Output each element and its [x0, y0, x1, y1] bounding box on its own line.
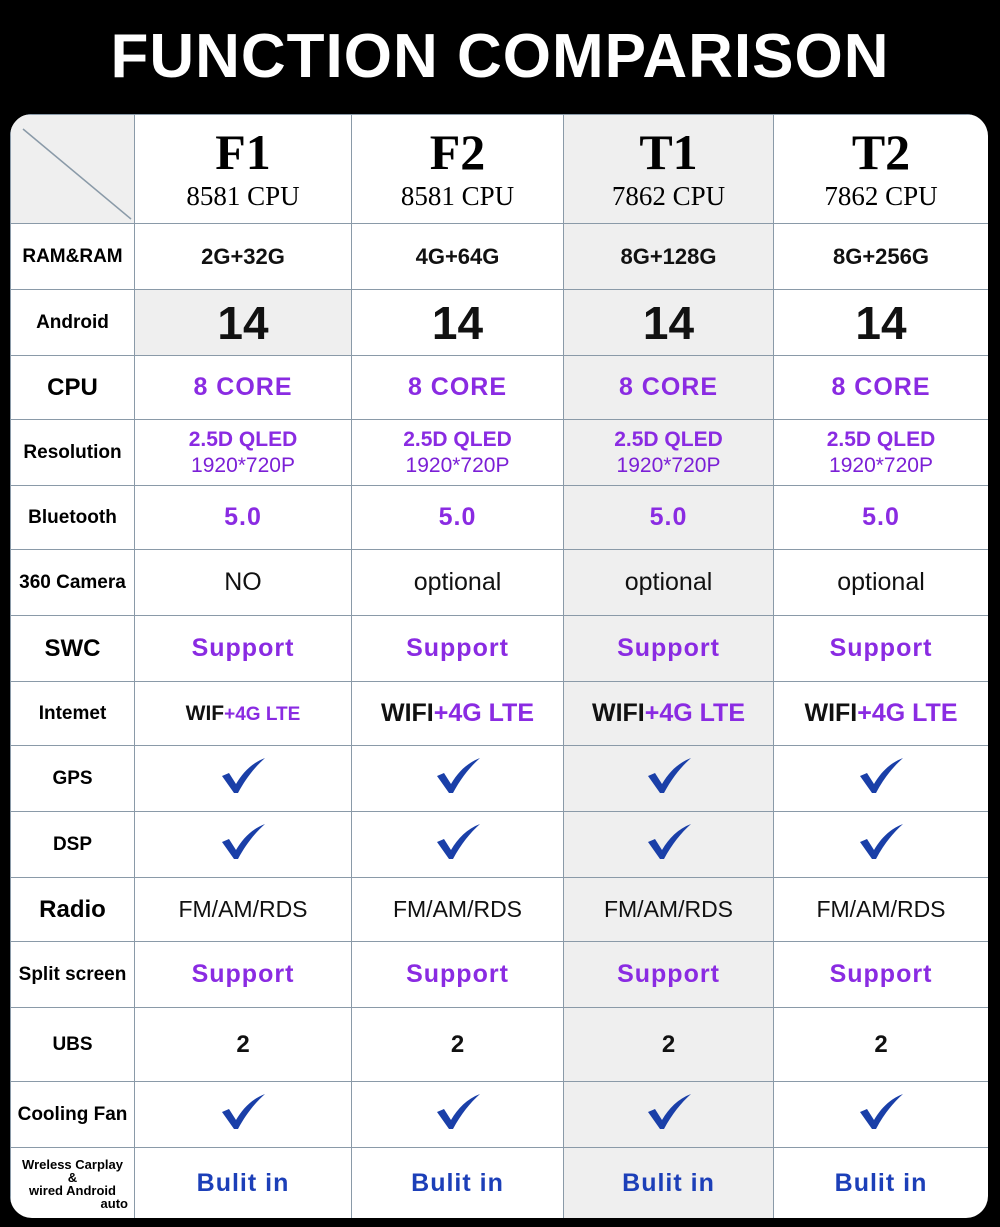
row-cpu	[11, 356, 989, 420]
page-title: FUNCTION COMPARISON	[110, 21, 890, 91]
cell-value: 8 CORE	[774, 356, 989, 420]
row-label: 360 Camera	[11, 550, 135, 616]
cell-value	[135, 420, 352, 486]
lte-text: +4G LTE	[433, 699, 535, 727]
cell-value	[774, 812, 989, 878]
row-label: Bluetooth	[11, 486, 135, 550]
cell-value	[774, 682, 989, 746]
cell-value: FM/AM/RDS	[135, 878, 352, 942]
row-label: Split screen	[11, 942, 135, 1008]
res-line1: 2.5D QLED	[188, 427, 298, 451]
model-cpu: 8581 CPU	[186, 180, 300, 211]
row-carplay	[11, 1148, 989, 1219]
cell-value: 5.0	[352, 486, 564, 550]
cell-value: 2	[774, 1008, 989, 1082]
cell-value: 2	[135, 1008, 352, 1082]
res-line1: 2.5D QLED	[403, 427, 512, 451]
cell-value: Bulit in	[135, 1148, 352, 1219]
label-line: auto	[100, 1195, 128, 1211]
cell-value	[774, 420, 989, 486]
check-icon	[219, 756, 267, 801]
row-split-screen	[11, 942, 989, 1008]
cell-value	[352, 1082, 564, 1148]
check-icon	[645, 756, 693, 801]
row-gps	[11, 746, 989, 812]
cell-value: FM/AM/RDS	[352, 878, 564, 942]
wifi-text: WIF	[185, 701, 225, 725]
comparison-panel	[10, 114, 988, 1218]
cell-value: Support	[564, 942, 774, 1008]
check-icon	[219, 1092, 267, 1137]
cell-value	[774, 1082, 989, 1148]
model-header-f2	[352, 115, 564, 224]
cell-value: 8G+256G	[774, 224, 989, 290]
res-line1: 2.5D QLED	[614, 427, 723, 451]
row-resolution	[11, 420, 989, 486]
res-line2: 1920*720P	[191, 453, 295, 477]
model-cpu: 7862 CPU	[611, 180, 726, 211]
row-dsp	[11, 812, 989, 878]
comparison-table	[10, 114, 988, 1218]
row-radio	[11, 878, 989, 942]
check-icon	[857, 756, 905, 801]
internet-value	[804, 699, 957, 727]
res-line1: 2.5D QLED	[826, 427, 936, 451]
row-label: Intemet	[11, 682, 135, 746]
model-cpu: 8581 CPU	[400, 180, 515, 211]
row-360-camera	[11, 550, 989, 616]
cell-value	[352, 812, 564, 878]
wifi-text: WIFI	[380, 699, 434, 727]
res-line2: 1920*720P	[829, 453, 933, 477]
cell-value: Support	[774, 942, 989, 1008]
diagonal-divider	[11, 115, 135, 223]
lte-text: +4G LTE	[224, 703, 301, 725]
check-icon	[219, 822, 267, 867]
internet-value	[592, 699, 745, 727]
cell-value	[352, 420, 564, 486]
cell-value: 8 CORE	[352, 356, 564, 420]
cell-value: Support	[135, 942, 352, 1008]
lte-text: +4G LTE	[644, 699, 746, 727]
res-line2: 1920*720P	[405, 453, 510, 477]
cell-value: Support	[564, 616, 774, 682]
wifi-text: WIFI	[591, 699, 645, 727]
cell-value: 14	[135, 290, 352, 356]
cell-value: Support	[135, 616, 352, 682]
model-name: T2	[851, 123, 911, 180]
cell-value	[135, 682, 352, 746]
row-label: Resolution	[11, 420, 135, 486]
cell-value: optional	[352, 550, 564, 616]
cell-value: 2	[564, 1008, 774, 1082]
cell-value: 5.0	[774, 486, 989, 550]
cell-value	[564, 746, 774, 812]
wifi-text: WIFI	[804, 699, 858, 727]
row-label: RAM&RAM	[11, 224, 135, 290]
cell-value	[774, 746, 989, 812]
row-label: CPU	[11, 356, 135, 420]
model-header-t2	[774, 115, 989, 224]
row-label: GPS	[11, 746, 135, 812]
check-icon	[645, 822, 693, 867]
internet-value	[381, 699, 534, 727]
check-icon	[434, 1092, 482, 1137]
header-row	[11, 115, 989, 224]
cell-value: FM/AM/RDS	[564, 878, 774, 942]
cell-value: 8 CORE	[135, 356, 352, 420]
cell-value	[564, 1082, 774, 1148]
cell-value	[564, 682, 774, 746]
cell-value	[352, 682, 564, 746]
row-label: Radio	[11, 878, 135, 942]
model-name: T1	[639, 123, 698, 180]
check-icon	[857, 822, 905, 867]
check-icon	[645, 1092, 693, 1137]
check-icon	[434, 822, 482, 867]
cell-value: optional	[564, 550, 774, 616]
cell-value: Support	[352, 616, 564, 682]
model-name: F2	[429, 123, 486, 180]
row-android	[11, 290, 989, 356]
lte-text: +4G LTE	[857, 699, 958, 727]
cell-value: 14	[352, 290, 564, 356]
cell-value: 14	[774, 290, 989, 356]
cell-value: Support	[774, 616, 989, 682]
model-name: F1	[215, 123, 271, 180]
cell-value	[135, 746, 352, 812]
row-label: Android	[11, 290, 135, 356]
label-line: Wreless Carplay	[22, 1156, 123, 1172]
cell-value	[564, 812, 774, 878]
model-header-f1	[135, 115, 352, 224]
cell-value: NO	[135, 550, 352, 616]
cell-value: 2	[352, 1008, 564, 1082]
cell-value	[564, 420, 774, 486]
row-swc	[11, 616, 989, 682]
res-line2: 1920*720P	[616, 453, 721, 477]
cell-value	[135, 1082, 352, 1148]
cell-value: 5.0	[135, 486, 352, 550]
cell-value: Bulit in	[774, 1148, 989, 1219]
cell-value: Bulit in	[564, 1148, 774, 1219]
row-label	[11, 1148, 135, 1219]
row-ubs	[11, 1008, 989, 1082]
model-header-t1	[564, 115, 774, 224]
row-ram	[11, 224, 989, 290]
row-cooling-fan	[11, 1082, 989, 1148]
corner-cell	[11, 115, 135, 224]
label-line: wired Android	[29, 1182, 116, 1198]
cell-value: optional	[774, 550, 989, 616]
row-label: Cooling Fan	[11, 1082, 135, 1148]
cell-value: 4G+64G	[352, 224, 564, 290]
cell-value: 8G+128G	[564, 224, 774, 290]
cell-value: 2G+32G	[135, 224, 352, 290]
cell-value	[352, 746, 564, 812]
cell-value	[135, 812, 352, 878]
row-label: DSP	[11, 812, 135, 878]
model-cpu: 7862 CPU	[824, 180, 938, 211]
cell-value: 5.0	[564, 486, 774, 550]
internet-value	[186, 702, 301, 725]
cell-value: FM/AM/RDS	[774, 878, 989, 942]
row-label: UBS	[11, 1008, 135, 1082]
cell-value: 14	[564, 290, 774, 356]
row-bluetooth	[11, 486, 989, 550]
check-icon	[434, 756, 482, 801]
cell-value: Support	[352, 942, 564, 1008]
cell-value: Bulit in	[352, 1148, 564, 1219]
row-label: SWC	[11, 616, 135, 682]
cell-value: 8 CORE	[564, 356, 774, 420]
label-line: &	[67, 1169, 78, 1185]
check-icon	[857, 1092, 905, 1137]
row-internet	[11, 682, 989, 746]
